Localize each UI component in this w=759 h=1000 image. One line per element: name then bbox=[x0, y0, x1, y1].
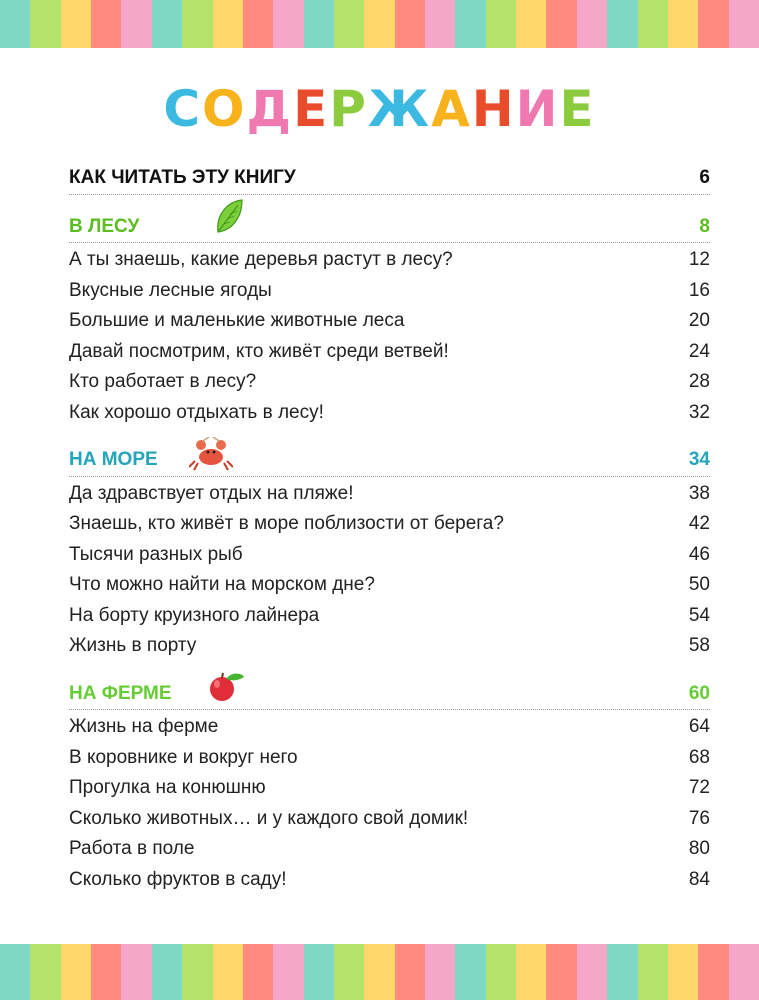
leaf-icon bbox=[214, 198, 244, 246]
toc-entry[interactable] bbox=[69, 276, 710, 307]
title-letter: Е bbox=[293, 80, 330, 138]
toc-entry-label: Жизнь на ферме bbox=[69, 716, 219, 737]
toc-entry-page: 80 bbox=[688, 838, 710, 859]
stripe bbox=[425, 944, 455, 1000]
stripe bbox=[152, 0, 182, 48]
stripe bbox=[546, 944, 576, 1000]
stripe bbox=[334, 0, 364, 48]
stripe bbox=[486, 944, 516, 1000]
stripe bbox=[729, 944, 759, 1000]
stripe bbox=[182, 0, 212, 48]
toc-entry-label: Кто работает в лесу? bbox=[69, 371, 257, 392]
toc-intro-label: КАК ЧИТАТЬ ЭТУ КНИГУ bbox=[69, 167, 296, 188]
toc-section-header[interactable] bbox=[69, 212, 710, 244]
stripe bbox=[577, 0, 607, 48]
toc-entry[interactable] bbox=[69, 743, 710, 774]
toc-entry-page: 16 bbox=[688, 279, 710, 301]
stripe bbox=[455, 944, 485, 1000]
stripe bbox=[213, 944, 243, 1000]
toc-entry[interactable] bbox=[69, 540, 710, 571]
stripe bbox=[668, 0, 698, 48]
toc-entry-label: Жизнь в порту bbox=[69, 635, 197, 656]
stripe bbox=[638, 944, 668, 1000]
title-letter: С bbox=[163, 80, 203, 138]
toc-entry-page: 38 bbox=[688, 482, 710, 504]
toc-entry-label: Работа в поле bbox=[69, 838, 195, 859]
stripe bbox=[698, 944, 728, 1000]
toc-entry-label: Тысячи разных рыб bbox=[69, 543, 243, 565]
section-title: В ЛЕСУ bbox=[69, 212, 139, 242]
stripe bbox=[516, 944, 546, 1000]
stripe bbox=[243, 0, 273, 48]
stripe bbox=[546, 0, 576, 48]
stripe bbox=[607, 0, 637, 48]
toc-entry-page: 72 bbox=[688, 777, 710, 798]
section-page: 8 bbox=[699, 215, 710, 237]
title-letter: Ж bbox=[367, 80, 432, 138]
toc-entry[interactable] bbox=[69, 712, 710, 743]
toc-entry-page: 50 bbox=[688, 574, 710, 595]
stripe bbox=[729, 0, 759, 48]
toc-entry-page: 46 bbox=[688, 543, 710, 565]
toc-entry[interactable] bbox=[69, 306, 710, 337]
toc-entry[interactable] bbox=[69, 337, 710, 368]
title-letter: Д bbox=[246, 80, 294, 138]
stripe bbox=[152, 944, 182, 1000]
stripe bbox=[486, 0, 516, 48]
toc-entry-label: В коровнике и вокруг него bbox=[69, 746, 298, 768]
stripe bbox=[121, 0, 151, 48]
toc-entry-label: Что можно найти на морском дне? bbox=[69, 574, 375, 595]
stripe bbox=[395, 944, 425, 1000]
toc-entry[interactable] bbox=[69, 245, 710, 276]
stripe bbox=[91, 944, 121, 1000]
toc-entry-page: 54 bbox=[688, 604, 710, 626]
toc-entry-label: А ты знаешь, какие деревья растут в лесу? bbox=[69, 249, 453, 270]
toc-section-header[interactable] bbox=[69, 679, 710, 711]
title-letter: А bbox=[431, 80, 472, 138]
stripe bbox=[455, 0, 485, 48]
toc-entry-page: 12 bbox=[688, 249, 710, 270]
section-page: 60 bbox=[688, 682, 710, 704]
stripe bbox=[91, 0, 121, 48]
toc-entry-page: 20 bbox=[688, 310, 710, 331]
toc-entry[interactable] bbox=[69, 570, 710, 601]
toc-entry-label: Как хорошо отдыхать в лесу! bbox=[69, 401, 324, 423]
toc-entry-label: Сколько фруктов в саду! bbox=[69, 868, 287, 890]
toc-intro-row[interactable] bbox=[69, 163, 710, 195]
crab-icon bbox=[189, 437, 233, 481]
title-letter: И bbox=[515, 80, 560, 138]
title-letter: Е bbox=[559, 80, 596, 138]
stripe bbox=[698, 0, 728, 48]
stripe bbox=[273, 0, 303, 48]
stripe bbox=[0, 944, 30, 1000]
stripe bbox=[243, 944, 273, 1000]
toc-entry[interactable] bbox=[69, 804, 710, 835]
stripe bbox=[395, 0, 425, 48]
stripe bbox=[30, 944, 60, 1000]
toc-entry[interactable] bbox=[69, 367, 710, 398]
toc-entry-label: Знаешь, кто живёт в море поблизости от берега? bbox=[69, 513, 504, 534]
stripe bbox=[607, 944, 637, 1000]
bottom-stripe-border bbox=[0, 944, 759, 1000]
stripe bbox=[304, 0, 334, 48]
toc-entry-label: Да здравствует отдых на пляже! bbox=[69, 482, 354, 504]
toc-entry-label: На борту круизного лайнера bbox=[69, 604, 320, 626]
stripe bbox=[304, 944, 334, 1000]
toc-entry-page: 68 bbox=[688, 746, 710, 768]
section-title: НА МОРЕ bbox=[69, 445, 158, 475]
toc-entry-page: 24 bbox=[688, 340, 710, 362]
section-page: 34 bbox=[688, 449, 710, 470]
stripe bbox=[516, 0, 546, 48]
stripe bbox=[0, 0, 30, 48]
toc-entry[interactable] bbox=[69, 479, 710, 510]
stripe bbox=[121, 944, 151, 1000]
title-letter: О bbox=[202, 80, 247, 138]
toc-entry-page: 76 bbox=[688, 807, 710, 829]
stripe bbox=[213, 0, 243, 48]
stripe bbox=[425, 0, 455, 48]
toc-entry-page: 42 bbox=[688, 513, 710, 534]
toc-entry-label: Прогулка на конюшню bbox=[69, 777, 266, 798]
table-of-contents bbox=[69, 163, 710, 895]
toc-entry-label: Сколько животных… и у каждого свой домик! bbox=[69, 807, 469, 829]
stripe bbox=[638, 0, 668, 48]
toc-entry[interactable] bbox=[69, 398, 710, 429]
apple-icon bbox=[206, 671, 246, 713]
top-stripe-border bbox=[0, 0, 759, 48]
stripe bbox=[364, 0, 394, 48]
toc-entry-label: Давай посмотрим, кто живёт среди ветвей! bbox=[69, 340, 449, 362]
toc-entry-label: Вкусные лесные ягоды bbox=[69, 279, 272, 301]
toc-entry[interactable] bbox=[69, 834, 710, 865]
toc-entry[interactable] bbox=[69, 865, 710, 896]
toc-entry[interactable] bbox=[69, 601, 710, 632]
stripe bbox=[30, 0, 60, 48]
toc-section-header[interactable] bbox=[69, 445, 710, 477]
stripe bbox=[364, 944, 394, 1000]
toc-entry-label: Большие и маленькие животные леса bbox=[69, 310, 405, 331]
page-title bbox=[0, 80, 759, 138]
toc-entry-page: 64 bbox=[688, 716, 710, 737]
section-title: НА ФЕРМЕ bbox=[69, 679, 172, 709]
title-letter: Р bbox=[329, 80, 368, 138]
toc-entry-page: 58 bbox=[688, 635, 710, 656]
toc-entry[interactable] bbox=[69, 631, 710, 662]
title-letter: Н bbox=[471, 80, 516, 138]
stripe bbox=[182, 944, 212, 1000]
stripe bbox=[61, 0, 91, 48]
stripe bbox=[334, 944, 364, 1000]
toc-entry-page: 28 bbox=[688, 371, 710, 392]
toc-entry[interactable] bbox=[69, 773, 710, 804]
toc-entry[interactable] bbox=[69, 509, 710, 540]
toc-intro-page: 6 bbox=[699, 167, 710, 188]
stripe bbox=[577, 944, 607, 1000]
toc-entry-page: 84 bbox=[688, 868, 710, 890]
stripe bbox=[668, 944, 698, 1000]
stripe bbox=[61, 944, 91, 1000]
stripe bbox=[273, 944, 303, 1000]
toc-entry-page: 32 bbox=[688, 401, 710, 423]
